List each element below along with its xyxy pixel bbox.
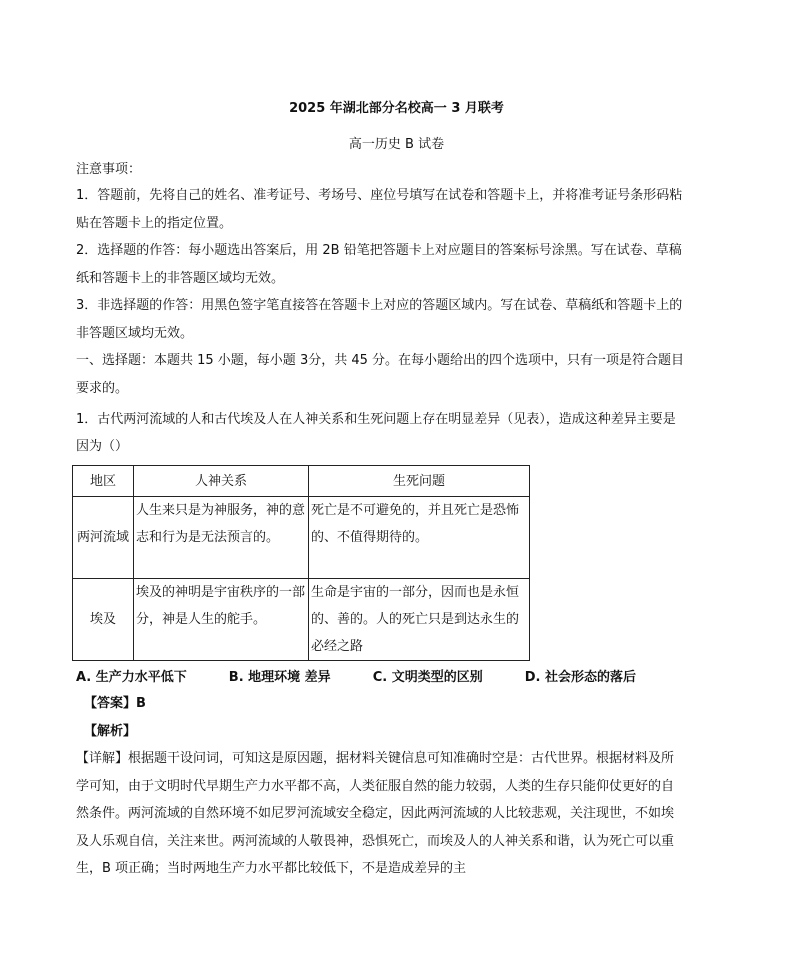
table-row — [73, 579, 530, 661]
table-header-cell: 人神关系 — [134, 466, 309, 497]
notice-item-2: 2．选择题的作答：每小题选出答案后，用 2B 铅笔把答题卡上对应题目的答案标号涂黑。写在试卷、草稿纸和答题卡上的非答题区域均无效。 — [76, 243, 682, 286]
option-c: C. 文明类型的区别 — [372, 670, 483, 685]
answer-options — [76, 666, 678, 685]
notice-item-3: 3．非选择题的作答：用黑色签字笔直接答在答题卡上对应的答题区域内。写在试卷、草稿纸和答题卡上的非答题区域均无效。 — [76, 298, 683, 341]
table-header-row — [73, 466, 530, 497]
table-cell-relation: 埃及的神明是宇宙秩序的一部分，神是人生的舵手。 — [134, 579, 309, 661]
notice-list — [76, 182, 686, 402]
exam-subtitle: 高一历史 B 试卷 — [348, 137, 445, 152]
comparison-table — [72, 465, 530, 661]
exam-title: 2025 年湖北部分名校高一 3 月联考 — [289, 101, 504, 116]
option-a: A. 生产力水平低下 — [76, 670, 187, 685]
table-cell-region: 埃及 — [73, 579, 134, 661]
analysis-detail: 【详解】根据题干设问词，可知这是原因题，据材料关键信息可知准确时空是：古代世界。根据材料及所学可知，由于文明时代早期生产力水平都不高，人类征服自然的能力较弱，人类的生存只能仰仗更好的自然条件。两河流域的自然环境不如尼罗河流域安全稳定，因此两河流域的人比较悲观，关注现世，不如埃及人乐观自信，关注来世。两河流域的人敬畏神，恐惧死亡，而埃及人的人神关系和谐，认为死亡可以重生，B 项正确；当时两地生产力水平都比较低下，不是造成差异的主 — [76, 751, 675, 876]
table-row — [73, 497, 530, 579]
table-cell-region: 两河流域 — [73, 497, 134, 579]
table-cell-lifedeath: 生命是宇宙的一部分，因而也是永恒的、善的。人的死亡只是到达永生的必经之路 — [309, 579, 530, 661]
notice-item-1: 1．答题前，先将自己的姓名、准考证号、考场号、座位号填写在试卷和答题卡上，并将准考证号条形码粘贴在答题卡上的指定位置。 — [76, 188, 683, 231]
question-1-stem: 1．古代两河流域的人和古代埃及人在人神关系和生死问题上存在明显差异（见表），造成这种差异主要是因为（） — [76, 412, 676, 454]
table-header-cell: 生死问题 — [309, 466, 530, 497]
option-b: B. 地理环境 差异 — [228, 670, 331, 685]
table-cell-relation: 人生来只是为神服务，神的意志和行为是无法预言的。 — [134, 497, 309, 579]
notice-heading: 注意事项： — [76, 162, 142, 177]
section-intro: 一、选择题：本题共 15 小题，每小题 3分，共 45 分。在每小题给出的四个选项中，只有一项是符合题目要求的。 — [76, 353, 685, 396]
answer-line: 【答案】B — [84, 696, 146, 711]
table-header-cell: 地区 — [73, 466, 134, 497]
table-cell-lifedeath: 死亡是不可避免的，并且死亡是恐怖的、不值得期待的。 — [309, 497, 530, 579]
analysis-label: 【解析】 — [84, 724, 137, 739]
option-d: D. 社会形态的落后 — [524, 670, 636, 685]
